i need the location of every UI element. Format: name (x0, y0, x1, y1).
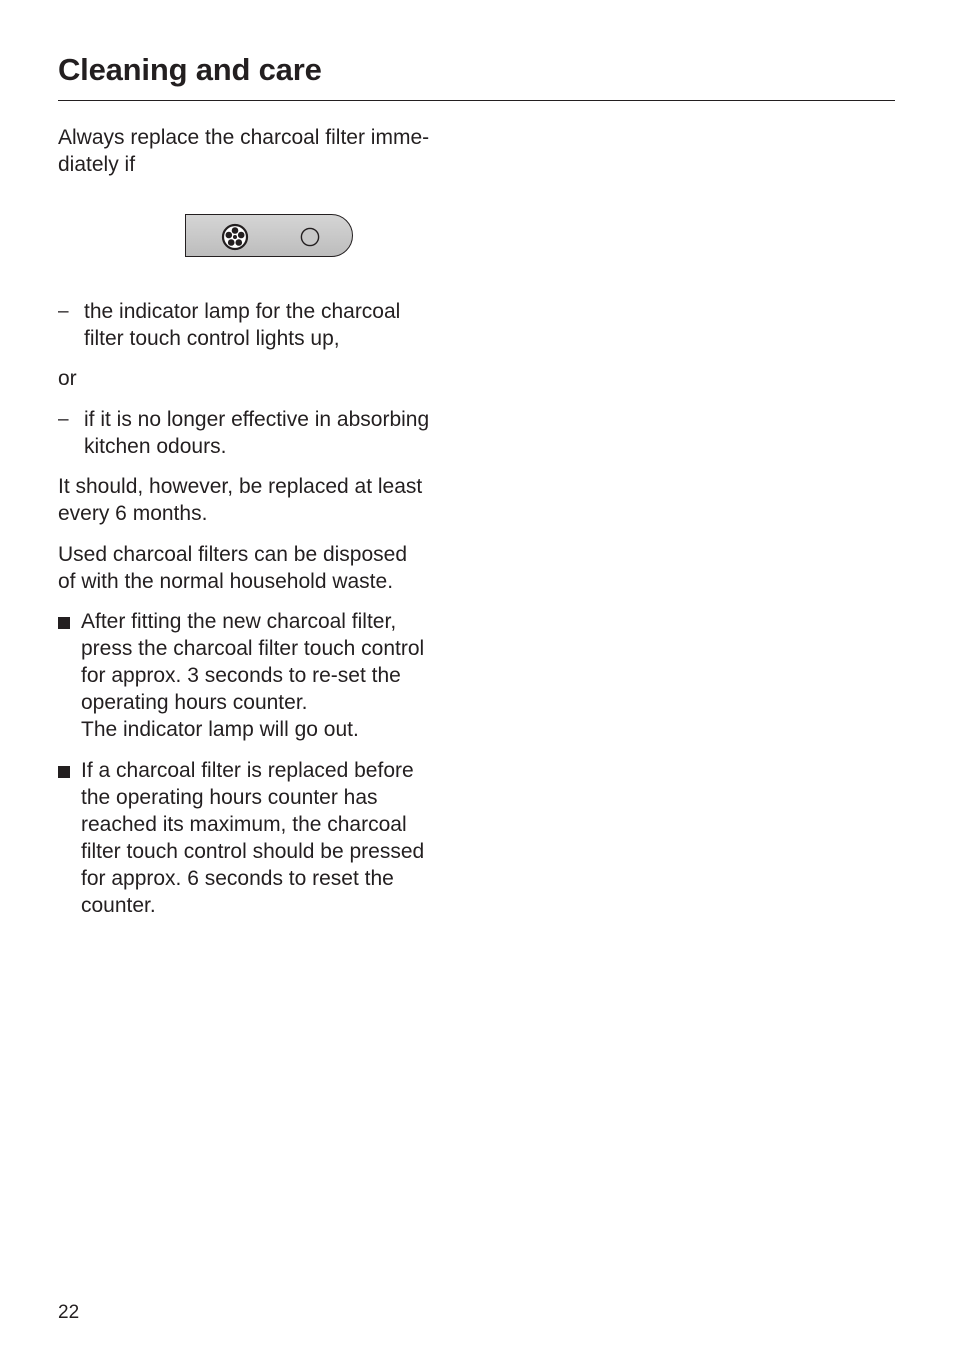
intro-paragraph (58, 124, 429, 178)
list-item (58, 406, 478, 460)
charcoal-filter-icon (221, 223, 249, 251)
intro-line: diately if (58, 153, 136, 176)
paragraph-line: It should, however, be replaced at least (58, 475, 423, 498)
instruction-line: for approx. 3 seconds to re-set the (81, 664, 401, 687)
instruction-line: the operating hours counter has (81, 786, 378, 809)
instruction-line: counter. (81, 894, 156, 917)
instruction-item (58, 608, 478, 743)
dash-marker: – (58, 301, 69, 322)
paragraph-line: every 6 months. (58, 502, 208, 525)
paragraph (58, 541, 407, 595)
control-panel-illustration (185, 214, 353, 257)
intro-line: Always replace the charcoal filter imme- (58, 126, 430, 149)
paragraph (58, 473, 422, 527)
instruction-line: The indicator lamp will go out. (81, 718, 359, 741)
or-text: or (58, 367, 77, 390)
square-bullet-icon (58, 617, 70, 629)
instruction-line: operating hours counter. (81, 691, 308, 714)
square-bullet-icon (58, 766, 70, 778)
title-rule (58, 100, 895, 101)
list-item-line: filter touch control lights up, (84, 327, 340, 350)
paragraph-line: Used charcoal filters can be disposed (58, 543, 408, 566)
page-title: Cleaning and care (58, 52, 322, 87)
list-item-line: kitchen odours. (84, 435, 227, 458)
paragraph-line: of with the normal household waste. (58, 570, 394, 593)
instruction-line: If a charcoal filter is replaced before (81, 759, 414, 782)
instruction-line: filter touch control should be pressed (81, 840, 425, 863)
page-number: 22 (58, 1302, 80, 1323)
instruction-line: reached its maximum, the charcoal (81, 813, 407, 836)
instruction-line: for approx. 6 seconds to reset the (81, 867, 394, 890)
list-item-line: if it is no longer effective in absorbing (84, 408, 430, 431)
instruction-item (58, 757, 478, 919)
instruction-line: After fitting the new charcoal filter, (81, 610, 397, 633)
list-item (58, 298, 478, 352)
instruction-line: press the charcoal filter touch control (81, 637, 425, 660)
dash-marker: – (58, 409, 69, 430)
list-item-line: the indicator lamp for the charcoal (84, 300, 401, 323)
indicator-lamp-icon (300, 227, 320, 247)
